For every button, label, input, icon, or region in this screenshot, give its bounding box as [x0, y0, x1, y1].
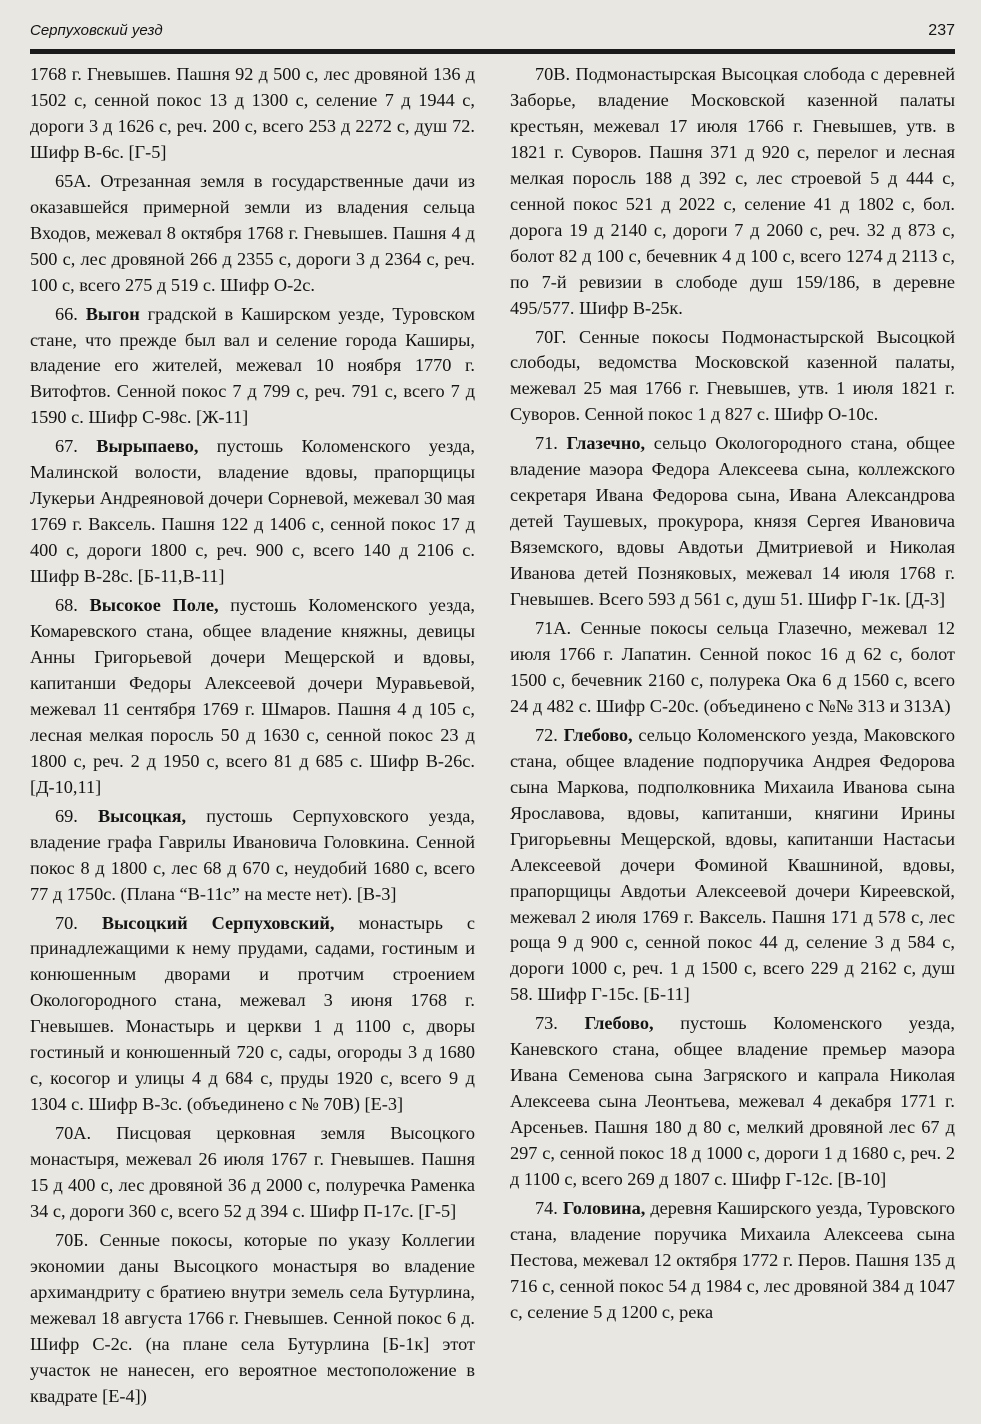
entry-text: деревня Каширского уезда, Туровского стана, владение поручика Михаила Алексеева сына Пестова, межевал 12 октября 1772 г. Перов. Пашня 135 д 716 с, сенной покос 54 д 1984 с, лес дровяной 384 д 1047 с, селение 5 д 1200 с, река — [510, 1197, 956, 1322]
entry-70 — [30, 911, 475, 1119]
entry-text: Сенные покосы сельца Глазечно, межевал 12 июля 1766 г. Лапатин. Сенной покос 16 д 62 с, болот 1500 с, бечевник 2160 с, полурека Ока 6 д 1560 с, всего 24 д 482 с. Шифр С-20с. (объединено с №№ 313 и 313А) — [510, 618, 955, 716]
entry-text: Сенные покосы Подмонастырской Высоцкой слободы, ведомства Московской казенной палаты, межевал 25 мая 1766 г. Гневышев, утв. 1 июля 1821 г. Суворов. Сенной покос 1 д 827 с. Шифр О-10с. — [510, 326, 955, 425]
entry-number: 68. — [55, 595, 78, 616]
page-number: 237 — [928, 22, 955, 39]
entry-number: 70В. — [535, 64, 571, 84]
header-rule — [30, 49, 955, 54]
entry-headword: Вырыпаево, — [96, 436, 199, 457]
entry-number: 70А. — [55, 1123, 92, 1144]
running-head: Серпуховский уезд — [30, 22, 163, 39]
entry-text: пустошь Коломенского уезда, Каневского стана, общее владение премьер маэора Ивана Семенова сына Загряского и капрала Николая Алексеева сына Леонтьева, межевал 4 декабря 1771 г. Арсеньев. Пашня 180 д 80 с, мелкий дровяной лес 67 д 297 с, сенной покос 18 д 1000 с, дороги 1 д 1680 с, реч. 2 д 1100 с, всего 269 д 1807 с. Шифр Г-12с. [В-10] — [510, 1013, 955, 1190]
entry-headword: Глебово, — [584, 1013, 654, 1034]
entry-text: пустошь Серпуховского уезда, владение графа Гаврилы Ивановича Головкина. Сенной покос 8 д 1800 с, лес 68 д 670 с, неудобий 1680 с, всего 77 д 1750с. (Плана “В-11с” на месте нет). [В-3] — [30, 805, 475, 904]
entry-text: 1768 г. Гневышев. Пашня 92 д 500 с, лес дровяной 136 д 1502 с, сенной покос 13 д 1300 с, селение 7 д 1944 с, дороги 3 д 1626 с, реч. 200 с, всего 253 д 2272 с, душ 72. Шифр В-6с. [Г-5] — [30, 64, 475, 162]
entry-number: 66. — [55, 303, 78, 324]
entry-70a — [30, 1121, 475, 1225]
entry-number: 67. — [55, 436, 78, 457]
entry-number: 69. — [55, 805, 78, 826]
entry-text: Подмонастырская Высоцкая слобода с деревней Заборье, владение Московской казенной палаты крестьян, межевал 17 июля 1766 г. Гневышев, утв. в 1821 г. Суворов. Пашня 371 д 920 с, перелог и лесная мелкая поросль 188 д 392 с, лес строевой 5 д 444 с, сенной покос 521 д 2022 с, селение 41 д 1802 с, бол. дорога 19 д 2140 с, дороги 7 д 2060 с, реч. 32 д 873 с, болот 82 д 100 с, бечевник 4 д 100 с, всего 1274 д 2113 с, по 7-й ревизии в слободе душ 159/186, в деревне 495/577. Шифр В-25к. — [510, 64, 955, 318]
entry-text: Сенные покосы, которые по указу Коллегии экономии даны Высоцкого монастыря во владение архимандриту с братиею внутри земель села Бутурлина, межевал 18 августа 1766 г. Гневышев. Сенной покос 6 д. Шифр С-2с. (на плане села Бутурлина [Б-1к] этот участок не нанесен, его вероятное местоположение в квадрате [Е-4]) — [30, 1229, 476, 1406]
entry-71a — [510, 616, 955, 720]
entry-number: 70Г. — [535, 326, 567, 347]
entry-68 — [30, 593, 475, 801]
entry-69 — [30, 804, 475, 908]
entry-headword: Высокое Поле, — [89, 595, 219, 616]
entry-number: 74. — [535, 1197, 558, 1218]
entry-71 — [510, 431, 955, 613]
left-column — [30, 62, 475, 1413]
entry-number: 72. — [535, 724, 558, 745]
entry-70g — [510, 325, 955, 429]
entry-number: 71А. — [535, 618, 572, 639]
entry-text: градской в Каширском уезде, Туровском стане, что прежде был вал и селение города Каширы, владение его жителей, межевал 10 ноября 1770 г. Витофтов. Сенной покос 7 д 799 с, реч. 791 с, всего 7 д 1590 с. Шифр С-98с. [Ж-11] — [30, 303, 475, 428]
entry-number: 65А. — [55, 170, 92, 191]
entry-text: Отрезанная земля в государственные дачи из оказавшейся примерной земли из владения сельца Входов, межевал 8 октября 1768 г. Гневышев. Пашня 4 д 500 с, лес дровяной 266 д 2355 с, дороги 3 д 2364 с, реч. 100 с, всего 275 д 519 с. Шифр О-2с. — [30, 170, 475, 295]
entry-number: 70Б. — [55, 1229, 89, 1250]
entry-headword: Головина, — [562, 1197, 646, 1218]
entry-70v — [510, 62, 955, 322]
entry-headword: Выгон — [85, 303, 140, 324]
right-column — [510, 62, 955, 1329]
entry-65-continuation — [30, 62, 475, 166]
entry-text: пустошь Коломенского уезда, Комаревского стана, общее владение княжны, девицы Анны Григорьевой дочери Мещерской и вдовы, капитанши Федоры Алексеевой дочери Муравьевой, межевал 11 сентября 1769 г. Шмаров. Пашня 4 д 105 с, лесная мелкая поросль 50 д 1630 с, сенной покос 23 д 1800 с, реч. 2 д 1950 с, всего 81 д 685 с. Шифр В-26с. [Д-10,11] — [30, 595, 476, 797]
entry-headword: Высоцкая, — [97, 805, 187, 826]
entry-70b — [30, 1228, 475, 1410]
entry-66 — [30, 302, 475, 432]
page-header — [30, 22, 955, 48]
entry-text: монастырь с принадлежащими к нему прудами, садами, гостиным и конюшенным дворами и протчим строением Окологородного стана, межевал 3 июня 1768 г. Гневышев. Монастырь и церкви 1 д 1100 с, дворы гостиный и конюшенный 720 с, сады, огороды 3 д 1680 с, косогор и улицы 4 д 684 с, пруды 1920 с, всего 9 д 1304 с. Шифр В-3с. (объединено с № 70В) [Е-3] — [30, 912, 475, 1115]
entry-65a — [30, 169, 475, 299]
entry-text: пустошь Коломенского уезда, Малинской волости, владение вдовы, прапорщицы Лукерьи Андреяновой дочери Сорневой, межевал 30 мая 1769 г. Ваксель. Пашня 122 д 1406 с, сенной покос 17 д 400 с, дороги 1800 с, реч. 900 с, всего 140 д 2106 с. Шифр В-28с. [Б-11,В-11] — [30, 436, 475, 587]
entry-74 — [510, 1196, 955, 1326]
entry-headword: Глебово, — [563, 724, 633, 745]
entry-number: 73. — [535, 1013, 558, 1034]
entry-number: 71. — [535, 433, 558, 454]
entry-headword: Высоцкий Серпуховский, — [101, 912, 335, 933]
entry-73 — [510, 1011, 955, 1193]
entry-text: Писцовая церковная земля Высоцкого монастыря, межевал 26 июля 1767 г. Гневышев. Пашня 15 д 400 с, лес дровяной 36 д 2000 с, полуречка Раменка 34 с, дороги 360 с, всего 52 д 394 с. Шифр П-17с. [Г-5] — [30, 1123, 475, 1221]
entry-67 — [30, 434, 475, 590]
entry-text: сельцо Окологородного стана, общее владение маэора Федора Алексеева сына, коллежского секретаря Ивана Федорова сына, Ивана Александрова детей Таушевых, прокурора, князя Сергея Ивановича Вяземского, вдовы Авдотьи Дмитриевой и Николая Иванова детей Позняковых, межевал 14 июля 1768 г. Гневышев. Всего 593 д 561 с, душ 51. Шифр Г-1к. [Д-3] — [510, 433, 955, 610]
entry-number: 70. — [55, 912, 78, 933]
entry-headword: Глазечно, — [566, 433, 646, 454]
entry-72 — [510, 723, 955, 1008]
entry-text: сельцо Коломенского уезда, Маковского стана, общее владение подпоручика Андрея Федорова сына Маркова, подполковника Михаила Иванова сына Ярославова, вдовы, капитанши, княгини Ирины Григорьевны Мещерской, вдовы, капитанши Настасьи Алексеевой дочери Фоминой Квашниной, вдовы, прапорщицы Авдотьи Алексеевой дочери Киреевской, межевал 2 июля 1769 г. Ваксель. Пашня 171 д 578 с, лес роща 9 д 900 с, сенной покос 44 д, селение 3 д 584 с, дороги 1000 с, реч. 1 д 1500 с, всего 229 д 2162 с, душ 58. Шифр Г-15с. [Б-11] — [510, 724, 955, 1005]
